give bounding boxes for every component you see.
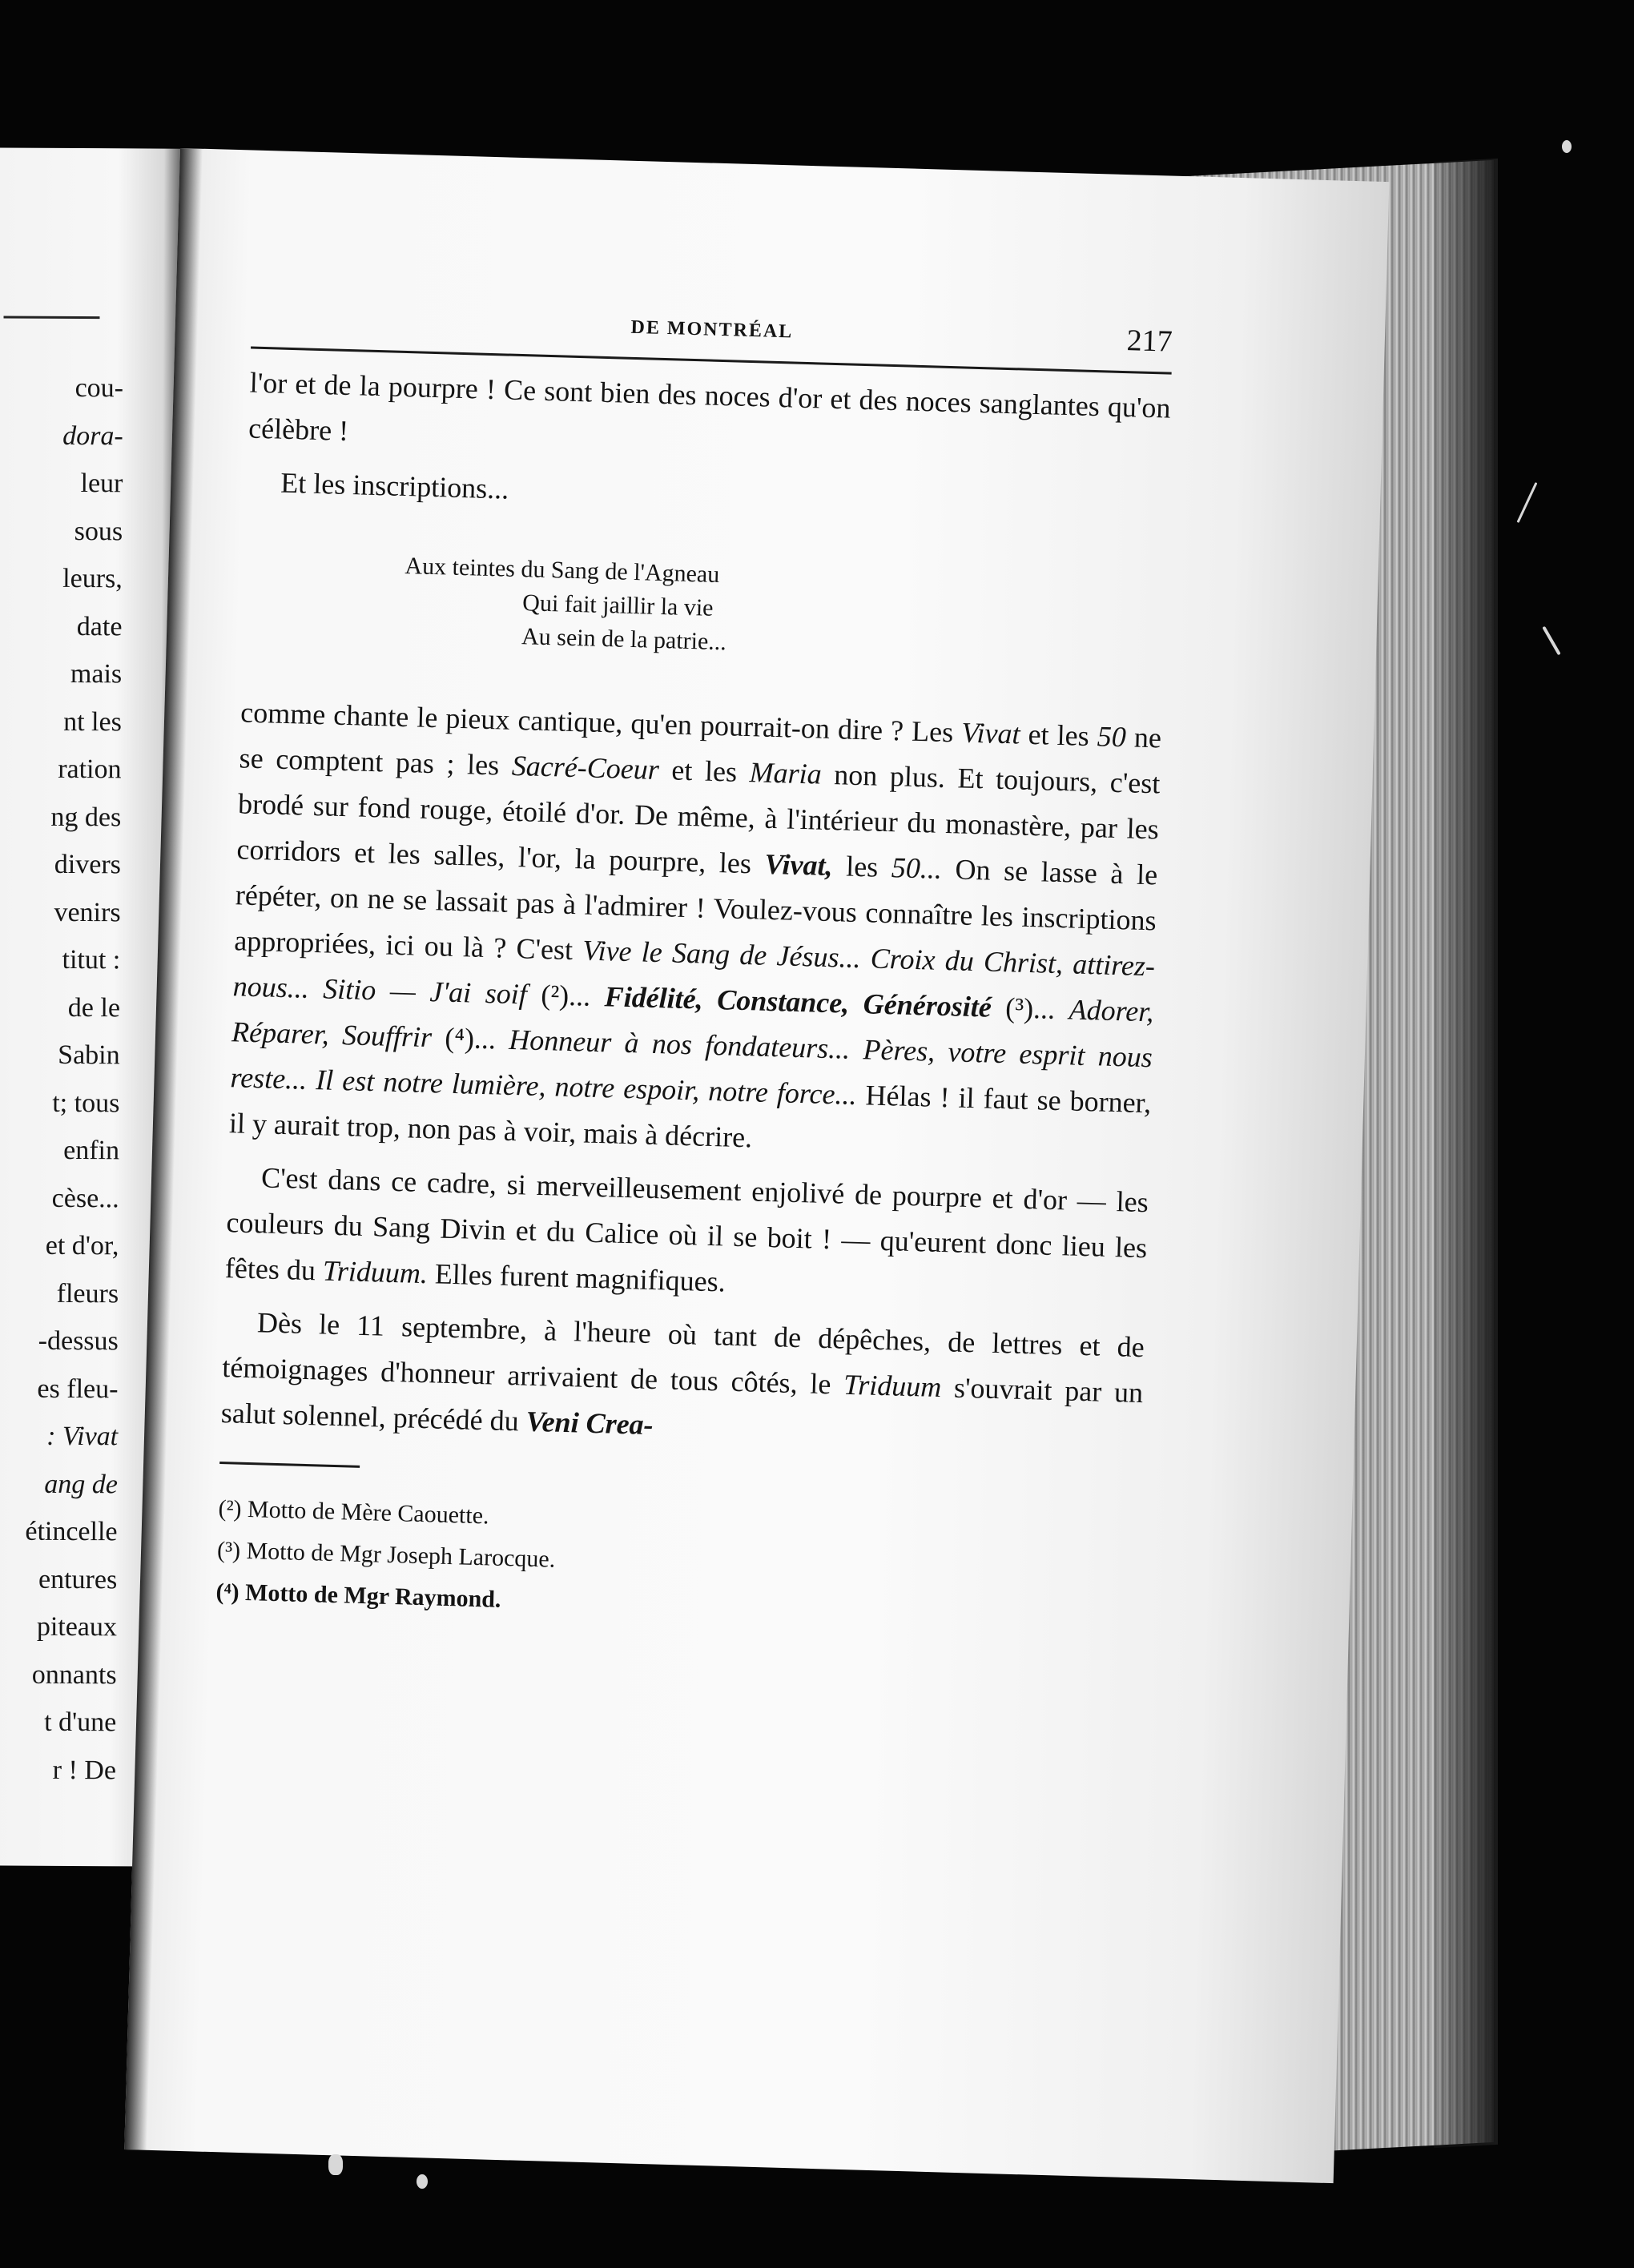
- paragraph-4: [224, 1154, 1149, 1317]
- text-run: Hélas ! il faut se borner, il y aurait trop, non pas à voir, mais à décrire.: [228, 1079, 1152, 1154]
- left-line: r ! De: [52, 1755, 117, 1785]
- left-line: cou-: [74, 373, 124, 404]
- italic-run: Sacré-Coeur: [511, 749, 660, 786]
- left-line: titut :: [62, 944, 121, 975]
- left-line: t d'une: [44, 1707, 117, 1738]
- paragraph-2: Et les inscriptions...: [280, 466, 509, 505]
- left-line: mais: [70, 658, 123, 690]
- left-line: divers: [54, 849, 122, 880]
- footnote-mark: (²): [218, 1494, 243, 1522]
- paragraph-1: l'or et de la pourpre ! Ce sont bien des noces d'or et des noces sanglantes qu'on célèbre !: [248, 366, 1171, 447]
- left-line: leurs,: [62, 563, 123, 594]
- left-line: et d'or,: [45, 1230, 119, 1261]
- verse-quote: [243, 545, 1166, 671]
- left-line: étincelle: [25, 1516, 118, 1547]
- italic-run: Fidélité, Constance, Générosité: [604, 980, 992, 1023]
- text-run: et les: [1020, 718, 1098, 753]
- text-run: C'est dans ce cadre, si merveilleusement enjolivé de pourpre et d'or — les couleurs du Sang Divin et du Calice où il se boit ! — qu'eurent donc lieu les fêtes du: [224, 1161, 1149, 1287]
- footnote-text: Motto de Mgr Raymond.: [239, 1578, 501, 1613]
- left-line: fleurs: [56, 1278, 119, 1309]
- italic-run: Adorer, Réparer, Souffrir: [231, 993, 1154, 1054]
- scan-dust: [1542, 626, 1560, 656]
- italic-run: Vivat: [960, 716, 1021, 750]
- verse-line: Aux teintes du Sang de l'Agneau: [404, 553, 720, 588]
- page-217: [124, 148, 1389, 2183]
- text-run: Elles furent magnifiques.: [427, 1257, 726, 1298]
- footnotes: [215, 1488, 1140, 1639]
- italic-run: Triduum.: [322, 1254, 429, 1290]
- footnote-text: Motto de Mère Caouette.: [241, 1495, 490, 1530]
- running-title: DE MONTRÉAL: [630, 316, 794, 343]
- text-run: non plus. Et toujours, c'est brodé sur fond rouge, étoilé d'or. De même, à l'intérieur du monastère, par les corridors et les salles, l'or, la pourpre, les: [236, 758, 1161, 880]
- left-line: ng des: [50, 802, 122, 832]
- verse-line: Qui fait jaillir la vie: [521, 589, 714, 621]
- text-run: et les: [658, 754, 751, 789]
- text-run: (⁴)...: [431, 1021, 509, 1056]
- left-line: ang de: [44, 1469, 118, 1499]
- footnote-text: Motto de Mgr Joseph Larocque.: [239, 1537, 556, 1573]
- left-line: dora-: [62, 420, 123, 451]
- left-line: de le: [67, 992, 121, 1023]
- page-content: [215, 299, 1173, 1639]
- left-page-text-fragments: [0, 364, 123, 1794]
- text-run: les: [832, 850, 892, 884]
- scan-dust: [1517, 482, 1538, 523]
- verse-line: Au sein de la patrie...: [521, 623, 727, 656]
- left-line: entures: [38, 1564, 118, 1594]
- text-run: (³)...: [991, 991, 1070, 1026]
- italic-run: Maria: [749, 756, 823, 790]
- italic-run: Honneur à nos fondateurs... Pères, votre esprit nous reste... Il est notre lumière, notre espoir, notre force...: [230, 1023, 1153, 1112]
- scan-dust: [417, 2174, 428, 2189]
- text-run: On se lasse à le répéter, on ne se lassait pas à l'admirer ! Voulez-vous connaître les inscriptions appropriées, ici ou là ? C'est: [233, 852, 1158, 967]
- left-line: nt les: [63, 706, 122, 737]
- left-line: enfin: [63, 1135, 120, 1166]
- italic-run: Veni Crea-: [525, 1405, 654, 1442]
- left-line: venirs: [54, 897, 121, 927]
- left-line: t; tous: [52, 1088, 120, 1118]
- italic-run: Triduum: [843, 1368, 942, 1404]
- italic-run: 50: [1097, 720, 1127, 754]
- book-edge-shadow: [1434, 159, 1498, 2148]
- text-run: s'ouvrait par un salut solennel, précédé du: [220, 1371, 1144, 1438]
- left-line: onnants: [31, 1659, 117, 1690]
- left-page-header-rule: [4, 316, 100, 320]
- left-line: sous: [74, 516, 123, 546]
- text-run: (²)...: [526, 978, 606, 1013]
- scan-dust: [1562, 140, 1572, 153]
- italic-run: 50...: [891, 851, 943, 885]
- page-number: 217: [1126, 324, 1173, 359]
- paragraph-5: [220, 1299, 1145, 1462]
- left-line: Sabin: [58, 1040, 120, 1071]
- left-line: piteaux: [36, 1611, 118, 1643]
- left-line: -dessus: [38, 1325, 119, 1357]
- text-run: ne se comptent pas ; les: [239, 721, 1162, 782]
- scan-dust: [328, 2154, 343, 2175]
- left-line: es fleu-: [37, 1373, 119, 1404]
- text-run: comme chante le pieux cantique, qu'en pourrait-on dire ? Les: [239, 696, 962, 749]
- text-run: Dès le 11 septembre, à l'heure où tant de dépêches, de lettres et de témoignages d'honneur arrivaient de tous côtés, le: [221, 1306, 1145, 1401]
- left-line: date: [76, 611, 123, 641]
- left-line: : Vivat: [46, 1421, 119, 1452]
- left-line: ration: [58, 754, 122, 785]
- footnote-mark: (³): [216, 1536, 241, 1564]
- paragraph-3: [228, 690, 1161, 1172]
- left-line: leur: [80, 468, 123, 499]
- italic-run: Vivat,: [764, 847, 834, 883]
- left-line: cèse...: [51, 1183, 119, 1213]
- footnote-mark: (⁴): [215, 1578, 240, 1606]
- footnote-rule: [219, 1462, 360, 1468]
- italic-run: Vive le Sang de Jésus... Croix du Christ, attirez-nous... Sitio — J'ai soif: [232, 934, 1156, 1011]
